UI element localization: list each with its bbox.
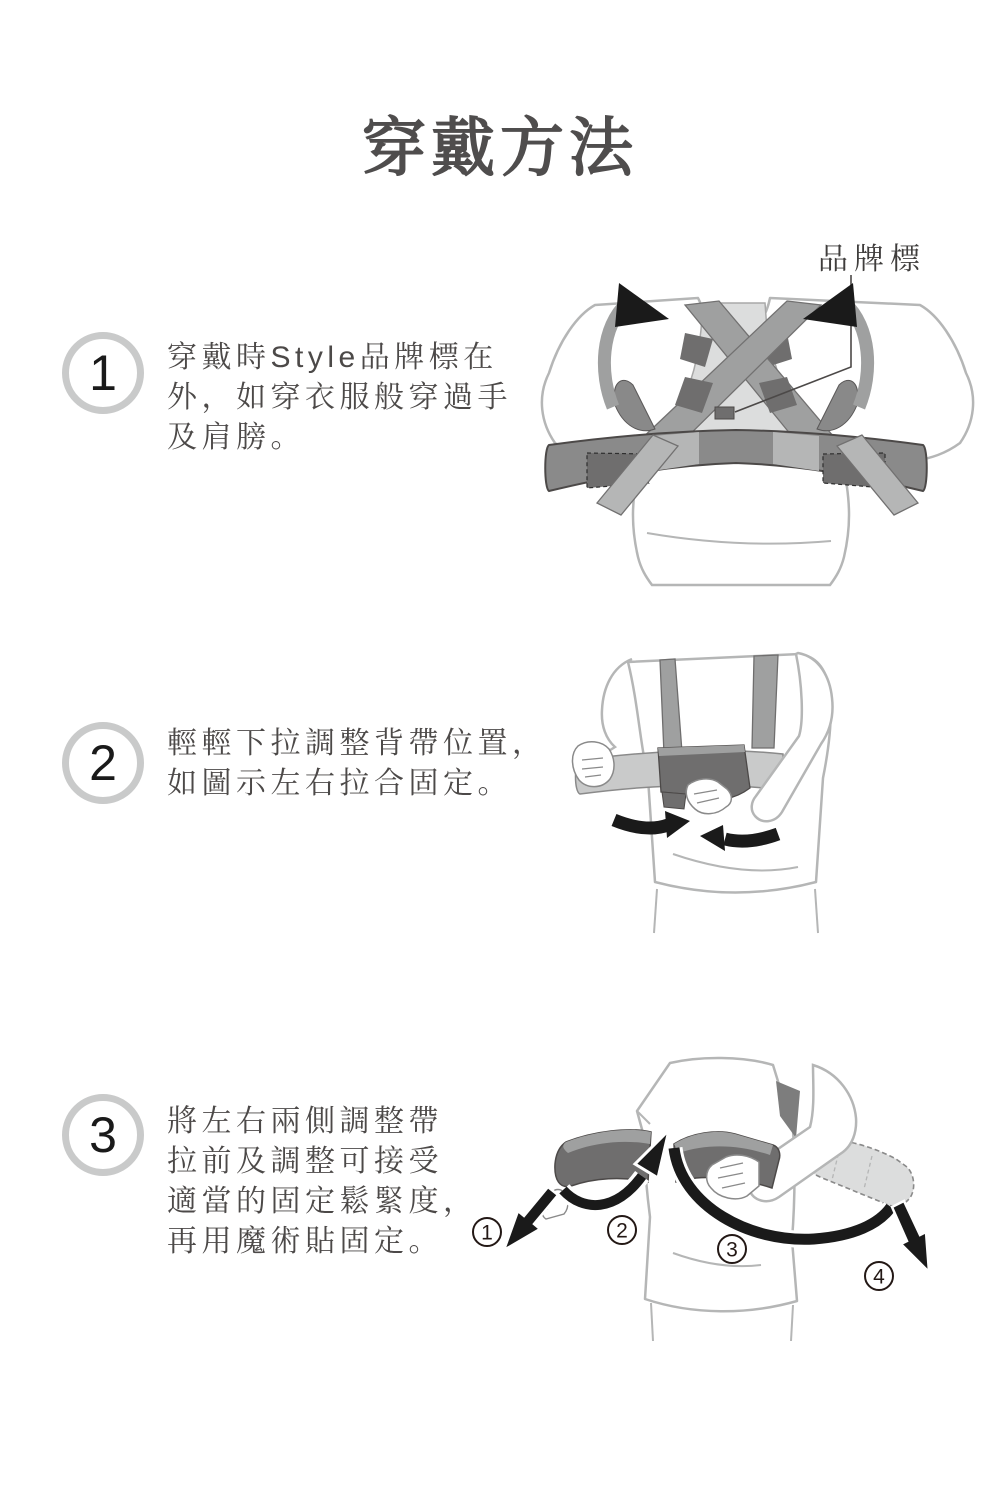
step-3-number-badge <box>62 1094 144 1176</box>
step-1-number: 1 <box>89 345 117 401</box>
pull-arrow-left-shaft <box>614 820 668 828</box>
step-1-text <box>167 338 512 458</box>
step-2-line-1: 輕輕下拉調整背帶位置， <box>167 727 547 760</box>
page-title: 穿戴方法 <box>362 112 638 184</box>
step-3-line-1: 將左右兩側調整帶 <box>167 1105 443 1138</box>
left-hand <box>572 742 614 787</box>
figure-step3-fasten-illustration <box>458 1056 995 1341</box>
figure-step1-back-view-illustration <box>535 275 980 590</box>
hip-line-right <box>791 1305 793 1341</box>
marker-4 <box>865 1262 893 1290</box>
brand-label-callout-text: 品牌標 <box>818 243 926 276</box>
figure-step2-front-view-illustration <box>558 648 930 938</box>
step-2-line-2: 如圖示左右拉合固定。 <box>167 767 512 800</box>
hip-line-left <box>654 889 657 933</box>
band-panel-tab <box>662 792 686 809</box>
hip-line-left <box>651 1303 653 1341</box>
step-1-line-1: 穿戴時Style品牌標在 <box>167 341 498 374</box>
step-2-number-badge <box>62 722 144 804</box>
marker-1-label: 1 <box>481 1221 493 1245</box>
marker-1 <box>473 1218 501 1246</box>
step-2-number: 2 <box>89 735 117 791</box>
marker-3 <box>718 1235 746 1263</box>
pull-arrow-right-shaft <box>725 834 778 841</box>
marker-3-label: 3 <box>726 1238 738 1262</box>
step-1-line-3: 及肩膀。 <box>167 421 305 454</box>
marker-4-label: 4 <box>873 1265 885 1289</box>
step-2-text <box>167 724 547 804</box>
step-3-text <box>167 1102 478 1262</box>
step-3-line-2: 拉前及調整可接受 <box>167 1145 443 1178</box>
front-strap-right <box>752 655 778 748</box>
brand-label-tag <box>715 407 734 419</box>
marker-2 <box>608 1216 636 1244</box>
step-3-line-3: 適當的固定鬆緊度， <box>167 1185 478 1218</box>
step-1-number-badge <box>62 332 144 414</box>
hip-line-right <box>815 889 818 933</box>
step-3-number: 3 <box>89 1107 117 1163</box>
marker-2-label: 2 <box>616 1219 628 1243</box>
step-3-line-4: 再用魔術貼固定。 <box>167 1225 443 1258</box>
body-lower-torso <box>633 460 849 585</box>
arrow-4-icon <box>892 1201 929 1272</box>
step-1-line-2: 外，如穿衣服般穿過手 <box>167 381 512 414</box>
